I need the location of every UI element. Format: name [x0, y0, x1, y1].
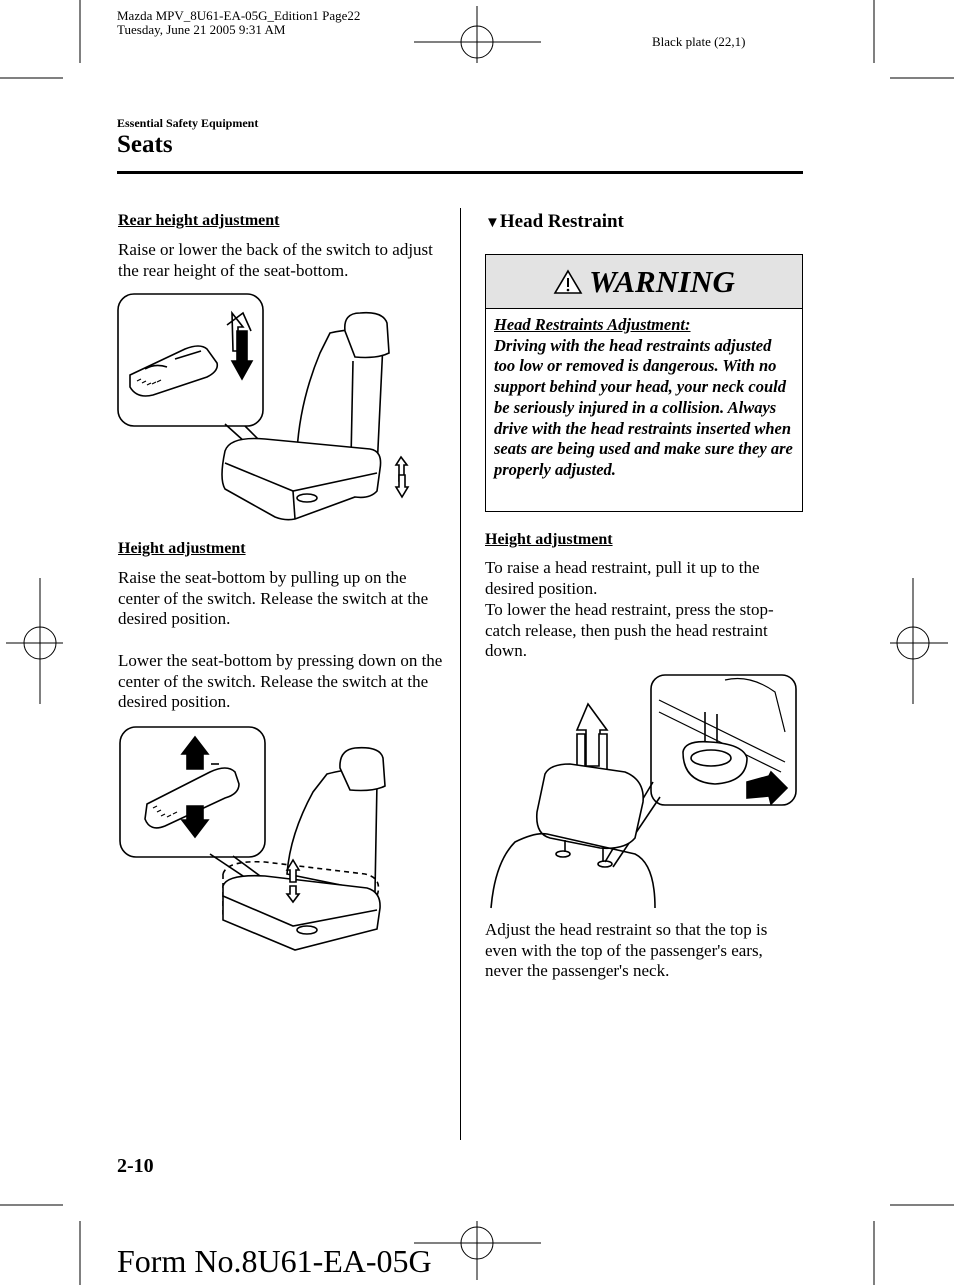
height-adjust-para2-right: To lower the head restraint, press the stop-catch release, then push the head restraint down.: [485, 600, 774, 660]
form-number: Form No.8U61-EA-05G: [117, 1243, 432, 1279]
rear-height-illustration: [115, 291, 445, 523]
height-adjust-para1-left: Raise the seat-bottom by pulling up on the center of the switch. Release the switch at the desired position.: [118, 568, 429, 628]
triangle-marker-icon: ▼: [485, 215, 500, 231]
head-restraint-heading: [485, 211, 624, 233]
column-divider: [460, 208, 461, 1140]
warning-triangle-icon: [553, 269, 583, 295]
height-adjust-illustration: [115, 724, 445, 956]
head-restraint-illustration: [485, 672, 805, 912]
page-number: 2-10: [117, 1155, 154, 1177]
title-rule: [117, 171, 803, 174]
warning-body: [486, 309, 802, 481]
warning-subhead: Head Restraints Adjustment:: [494, 315, 691, 334]
head-restraint-title: Head Restraint: [499, 211, 624, 232]
print-date-line: Tuesday, June 21 2005 9:31 AM: [117, 22, 286, 37]
rear-height-heading: Rear height adjustment: [118, 212, 280, 229]
height-adjust-heading-right: Height adjustment: [485, 531, 613, 548]
height-adjust-para1-right: To raise a head restraint, pull it up to the desired position.: [485, 558, 760, 598]
warning-title: WARNING: [589, 263, 735, 299]
page-title: Seats: [117, 131, 173, 158]
warning-text: Driving with the head restraints adjusted too low or removed is dangerous. With no support behind your head, your neck could be seriously injured in a collision. Always drive with the head restraints inserted when seats are being used and make sure they are properly adjusted.: [494, 335, 793, 479]
warning-box: [485, 254, 803, 512]
height-adjust-heading-left: Height adjustment: [118, 540, 246, 557]
height-adjust-para2-left: Lower the seat-bottom by pressing down on the center of the switch. Release the switch at the desired position.: [118, 651, 443, 711]
warning-header: [486, 255, 802, 309]
print-plate: Black plate (22,1): [652, 34, 746, 49]
print-file-line: Mazda MPV_8U61-EA-05G_Edition1 Page22: [117, 8, 361, 23]
head-restraint-caption: Adjust the head restraint so that the top is even with the top of the passenger's ears, never the passenger's neck.: [485, 920, 768, 980]
section-label: Essential Safety Equipment: [117, 116, 259, 130]
rear-height-text: Raise or lower the back of the switch to adjust the rear height of the seat-bottom.: [118, 240, 433, 280]
